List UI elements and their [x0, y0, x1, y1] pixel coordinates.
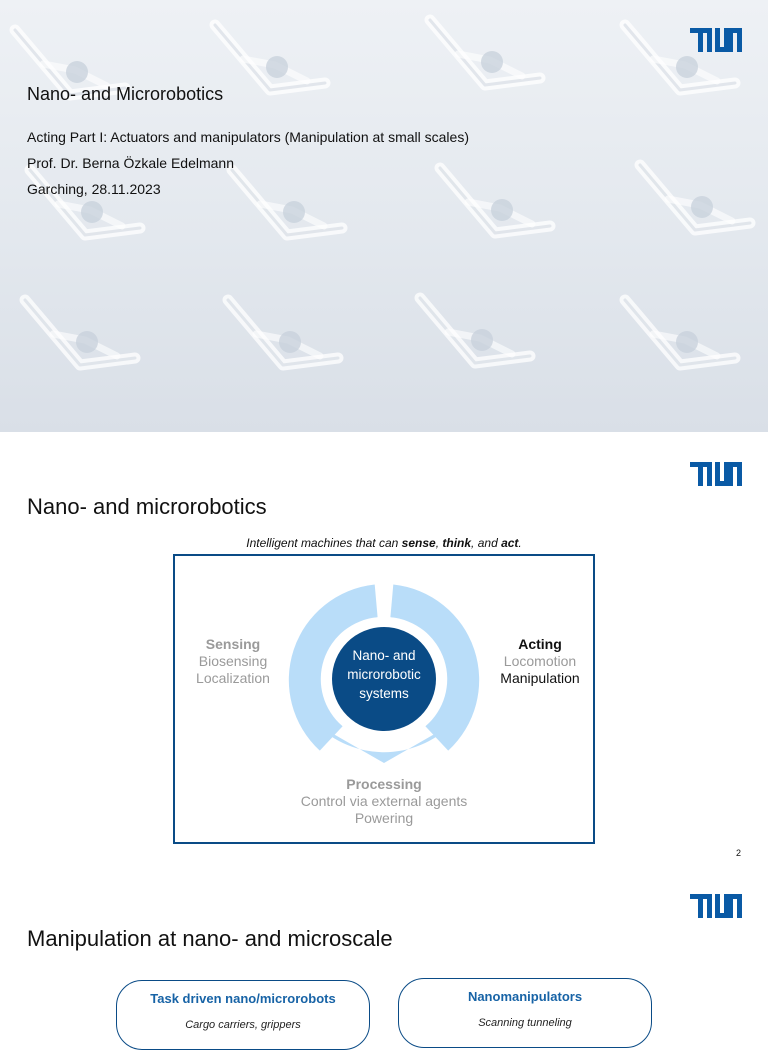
processing-item: Control via external agents: [300, 793, 468, 809]
box-title: Nanomanipulators: [467, 989, 583, 1004]
center-line-3: systems: [359, 686, 409, 701]
box-subtitle: Scanning tunneling: [478, 1017, 572, 1029]
center-line-1: Nano- and: [352, 648, 416, 663]
acting-item: Locomotion: [503, 653, 577, 669]
sensing-label: [183, 636, 283, 687]
box-title: Task driven nano/microrobots: [150, 991, 336, 1006]
presentation-subtitle: Acting Part I: Actuators and manipulators (Manipulation at small scales): [27, 129, 469, 145]
nanomanipulators-box: [398, 978, 652, 1048]
tagline-text: .: [518, 536, 522, 550]
processing-title: Processing: [346, 776, 422, 792]
sensing-item: Localization: [196, 670, 270, 686]
tagline-text: , and: [471, 536, 502, 550]
acting-item: Manipulation: [500, 670, 580, 686]
tagline-act: act: [501, 536, 519, 550]
tagline-sense: sense: [401, 536, 436, 550]
place-date: Garching, 28.11.2023: [27, 181, 161, 197]
tagline-think: think: [442, 536, 472, 550]
title-slide: [0, 0, 768, 432]
presentation-title: Nano- and Microrobotics: [27, 84, 224, 104]
page-number: 2: [735, 848, 741, 858]
tum-logo: [690, 894, 742, 918]
manipulation-slide: [0, 864, 768, 1031]
slide-title: Nano- and microrobotics: [27, 494, 267, 519]
center-line-2: microrobotic: [347, 667, 421, 682]
tum-logo: [690, 28, 742, 52]
author-name: Prof. Dr. Berna Özkale Edelmann: [27, 155, 234, 171]
slide-title: Manipulation at nano- and microscale: [27, 926, 393, 951]
acting-title: Acting: [518, 636, 562, 652]
box-subtitle: Cargo carriers, grippers: [185, 1019, 301, 1031]
acting-label: [490, 636, 590, 687]
sensing-item: Biosensing: [198, 653, 268, 669]
sensing-title: Sensing: [205, 636, 261, 652]
tagline-text: ,: [435, 536, 443, 550]
tagline-text: Intelligent machines that can: [246, 536, 402, 550]
task-driven-box: [116, 980, 370, 1050]
overview-slide: [0, 432, 768, 864]
microrobot-background-image: [0, 0, 768, 432]
processing-item: Powering: [354, 810, 414, 826]
processing-label: [264, 776, 504, 827]
